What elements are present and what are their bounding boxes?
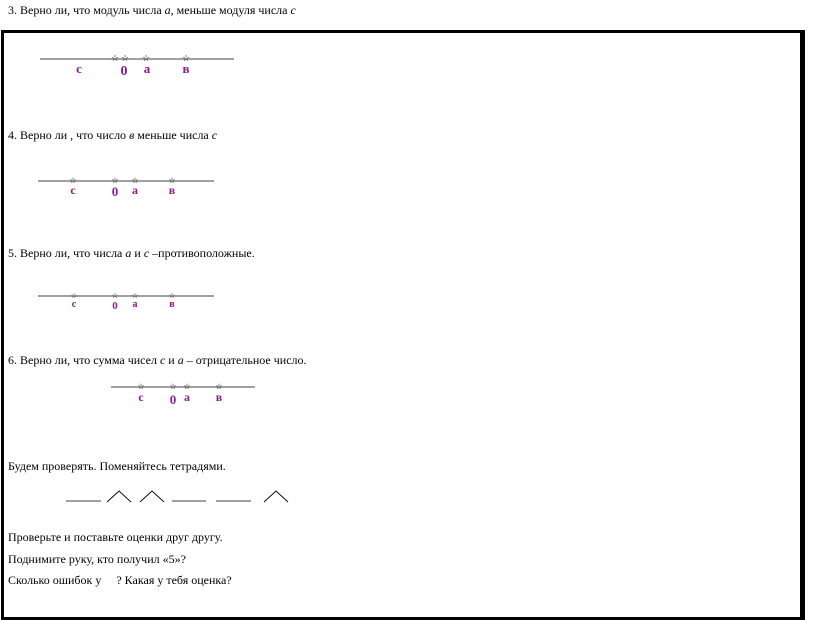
answer-check-3 [264, 491, 288, 502]
label-a: а [132, 183, 138, 197]
star-mark-a: ☆ [131, 176, 139, 185]
star-mark-b: ☆ [215, 382, 223, 391]
label-a: а [184, 390, 190, 404]
q5-text: 5. Верно ли, что числа [8, 246, 126, 260]
label-b: в [169, 299, 175, 310]
label-b: в [182, 61, 190, 76]
q5-var-a: а [125, 246, 132, 260]
star-mark-a: ☆ [131, 292, 139, 300]
label-zero: 0 [169, 392, 177, 407]
q6-text-mid: и [165, 353, 178, 367]
label-a: а [132, 299, 138, 310]
q4-var-b: в [129, 128, 135, 142]
q5-text-suffix: –противоположные. [149, 246, 255, 260]
star-mark-zero: ☆ [169, 382, 177, 391]
q3-text: 3. Верно ли, что модуль числа [8, 3, 165, 17]
footer-line-1: Проверьте и поставьте оценки друг другу. [8, 530, 223, 544]
star-mark-c: ☆ [70, 292, 78, 300]
answer-check-1 [107, 491, 131, 502]
question-6 [8, 353, 307, 368]
q5-text-mid: и [131, 246, 144, 260]
star-mark-b: ☆ [168, 176, 176, 185]
q6-text-suffix: – отрицательное число. [183, 353, 307, 367]
number-line-3 [36, 291, 218, 317]
footer-line-2: Поднимите руку, кто получил «5»? [8, 552, 186, 566]
number-line-4 [109, 381, 259, 411]
label-zero: 0 [120, 64, 128, 79]
question-5 [8, 246, 255, 261]
answer-check-2 [140, 491, 164, 502]
q4-text-mid: меньше числа [134, 128, 212, 142]
q5-var-c: с [143, 246, 150, 260]
label-zero: 0 [111, 184, 119, 199]
question-4 [8, 128, 217, 143]
q3-var-c: с [290, 3, 296, 17]
star-mark-a: ☆ [183, 382, 191, 391]
star-mark-zero: ☆ [111, 176, 119, 185]
label-c: с [71, 299, 77, 310]
label-zero: 0 [112, 300, 118, 312]
star-mark-zero: ☆ [111, 292, 119, 300]
star-mark-c: ☆ [110, 54, 120, 64]
q4-var-c: с [211, 128, 218, 142]
footer-line-3: Сколько ошибок у ? Какая у тебя оценка? [8, 573, 232, 587]
q6-var-c: с [159, 353, 166, 367]
star-mark-zero: ☆ [120, 54, 130, 64]
label-c: с [76, 61, 82, 76]
label-b: в [215, 390, 223, 404]
star-mark-b: ☆ [168, 292, 176, 300]
number-line-2 [36, 175, 218, 203]
star-mark-a: ☆ [141, 54, 151, 64]
q6-text: 6. Верно ли, что сумма чисел [8, 353, 160, 367]
q4-text: 4. Верно ли , что число [8, 128, 130, 142]
check-intro: Будем проверять. Поменяйтесь тетрадями. [8, 459, 226, 473]
label-c: с [138, 390, 144, 404]
label-c: с [70, 183, 76, 197]
q3-var-a: а [164, 3, 171, 17]
q3-text-mid: , меньше модуля числа [170, 3, 291, 17]
label-b: в [168, 183, 176, 197]
star-mark-b: ☆ [181, 54, 191, 64]
label-a: а [143, 61, 151, 76]
star-mark-c: ☆ [69, 176, 77, 185]
answer-key [60, 486, 300, 506]
q6-var-a: а [177, 353, 184, 367]
question-3 [8, 3, 296, 18]
number-line-1 [38, 52, 238, 82]
star-mark-c: ☆ [137, 382, 145, 391]
